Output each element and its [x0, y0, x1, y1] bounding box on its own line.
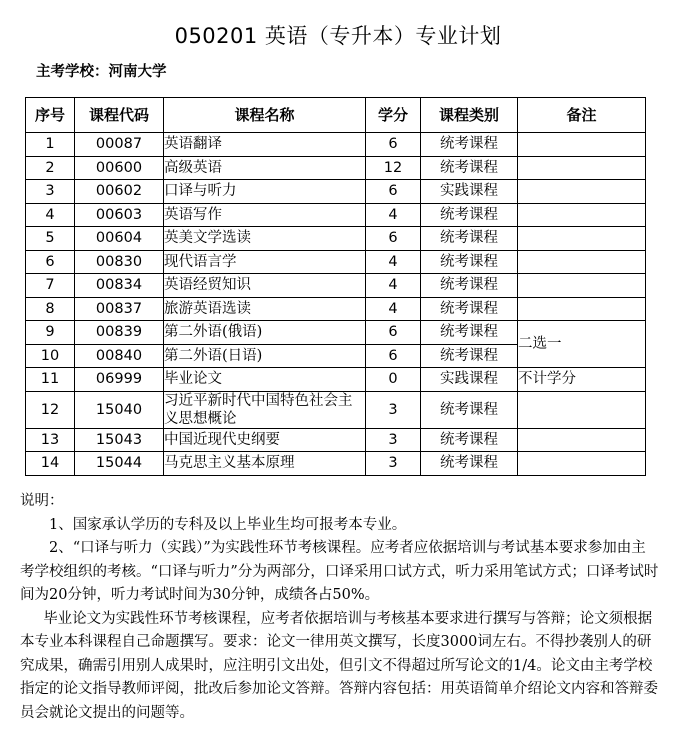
table-row [26, 274, 646, 298]
header-no: 序号 [26, 98, 75, 133]
row-name: 旅游英语选读 [164, 297, 366, 321]
note-1: 1、国家承认学历的专科及以上毕业生均可报考本专业。 [49, 516, 407, 533]
row-credit: 6 [366, 133, 421, 157]
remark-no-credit: 不计学分 [518, 368, 646, 392]
row-no: 8 [26, 297, 75, 321]
row-code: 06999 [75, 368, 164, 392]
course-plan-table [25, 97, 646, 476]
note-3: 毕业论文为实践性环节考核课程，应考者依据培训与考核基本要求进行撰写与答辩；论文须根据本专业本科课程自己命题撰写。要求：论文一律用英文撰写，长度3000词左右。不得抄袭别人的研究成果，确需引用别人成果时，应注明引文出处，但引文不得超过所写论文的1/4。论文由主考学校指定的论文指导教师评阅，批改后参加论文答辩。答辩内容包括：用英语简单介绍论文内容和答辩委员会就论文提出的问题等。 [20, 610, 658, 721]
row-code: 00087 [75, 133, 164, 157]
row-credit: 4 [366, 203, 421, 227]
header-type: 课程类别 [421, 98, 518, 133]
header-code: 课程代码 [75, 98, 164, 133]
row-no: 4 [26, 203, 75, 227]
row-no: 6 [26, 250, 75, 274]
row-credit: 4 [366, 274, 421, 298]
row-type: 统考课程 [421, 297, 518, 321]
table-row [26, 156, 646, 180]
row-credit: 6 [366, 227, 421, 251]
row-name: 英语写作 [164, 203, 366, 227]
row-remark [518, 250, 646, 274]
row-code: 15040 [75, 391, 164, 428]
row-type: 统考课程 [421, 274, 518, 298]
row-credit: 3 [366, 391, 421, 428]
row-type: 统考课程 [421, 203, 518, 227]
row-code: 15044 [75, 452, 164, 476]
page-title: 050201 英语（专升本）专业计划 [174, 24, 502, 48]
table-row [26, 133, 646, 157]
row-remark [518, 428, 646, 452]
row-type: 统考课程 [421, 156, 518, 180]
notes-heading: 说明： [20, 493, 64, 509]
row-no: 3 [26, 180, 75, 204]
table-row [26, 452, 646, 476]
note-2: 2、“口译与听力（实践）”为实践性环节考核课程。应考者应依据培训与考试基本要求参加由主考学校组织的考核。“口译与听力”分为两部分，口译采用口试方式，听力采用笔试方式；口译考试时间为20分钟，听力考试时间为30分钟，成绩各占50%。 [20, 540, 659, 603]
row-name: 现代语言学 [164, 250, 366, 274]
table-header-row [26, 98, 646, 133]
row-remark [518, 133, 646, 157]
row-code: 00604 [75, 227, 164, 251]
row-code: 00840 [75, 344, 164, 368]
row-credit: 6 [366, 180, 421, 204]
row-no: 10 [26, 344, 75, 368]
row-type: 统考课程 [421, 452, 518, 476]
row-credit: 6 [366, 321, 421, 345]
row-code: 15043 [75, 428, 164, 452]
row-remark [518, 297, 646, 321]
row-type: 实践课程 [421, 368, 518, 392]
row-no: 13 [26, 428, 75, 452]
table-row [26, 428, 646, 452]
table-row [26, 391, 646, 428]
row-credit: 4 [366, 297, 421, 321]
table-row [26, 180, 646, 204]
table-row [26, 227, 646, 251]
row-name: 口译与听力 [164, 180, 366, 204]
table-row [26, 368, 646, 392]
row-name: 习近平新时代中国特色社会主义思想概论 [164, 391, 366, 428]
remark-choose-one: 二选一 [518, 321, 646, 368]
row-no: 7 [26, 274, 75, 298]
row-type: 统考课程 [421, 250, 518, 274]
table-row [26, 250, 646, 274]
row-type: 统考课程 [421, 321, 518, 345]
row-no: 11 [26, 368, 75, 392]
header-credit: 学分 [366, 98, 421, 133]
row-name: 英美文学选读 [164, 227, 366, 251]
table-row [26, 321, 646, 345]
row-credit: 3 [366, 428, 421, 452]
row-remark [518, 227, 646, 251]
row-code: 00834 [75, 274, 164, 298]
row-type: 统考课程 [421, 391, 518, 428]
row-remark [518, 452, 646, 476]
row-remark [518, 391, 646, 428]
row-name: 高级英语 [164, 156, 366, 180]
row-no: 5 [26, 227, 75, 251]
row-name: 中国近现代史纲要 [164, 428, 366, 452]
row-credit: 4 [366, 250, 421, 274]
row-code: 00603 [75, 203, 164, 227]
header-remark: 备注 [518, 98, 646, 133]
row-name: 第二外语(日语) [164, 344, 366, 368]
table-row [26, 203, 646, 227]
row-type: 统考课程 [421, 344, 518, 368]
row-no: 9 [26, 321, 75, 345]
row-credit: 3 [366, 452, 421, 476]
row-no: 12 [26, 391, 75, 428]
row-type: 统考课程 [421, 428, 518, 452]
row-name: 毕业论文 [164, 368, 366, 392]
row-type: 统考课程 [421, 227, 518, 251]
notes-section [20, 490, 660, 725]
row-name: 第二外语(俄语) [164, 321, 366, 345]
row-no: 14 [26, 452, 75, 476]
table-row [26, 297, 646, 321]
header-name: 课程名称 [164, 98, 366, 133]
row-code: 00837 [75, 297, 164, 321]
row-credit: 12 [366, 156, 421, 180]
row-name: 英语翻译 [164, 133, 366, 157]
row-remark [518, 180, 646, 204]
row-name: 英语经贸知识 [164, 274, 366, 298]
row-code: 00602 [75, 180, 164, 204]
row-code: 00839 [75, 321, 164, 345]
school-label: 主考学校：河南大学 [36, 64, 167, 80]
row-credit: 0 [366, 368, 421, 392]
row-credit: 6 [366, 344, 421, 368]
row-no: 1 [26, 133, 75, 157]
row-type: 实践课程 [421, 180, 518, 204]
row-remark [518, 203, 646, 227]
row-name: 马克思主义基本原理 [164, 452, 366, 476]
row-code: 00600 [75, 156, 164, 180]
row-type: 统考课程 [421, 133, 518, 157]
row-remark [518, 274, 646, 298]
row-no: 2 [26, 156, 75, 180]
row-remark [518, 156, 646, 180]
row-code: 00830 [75, 250, 164, 274]
